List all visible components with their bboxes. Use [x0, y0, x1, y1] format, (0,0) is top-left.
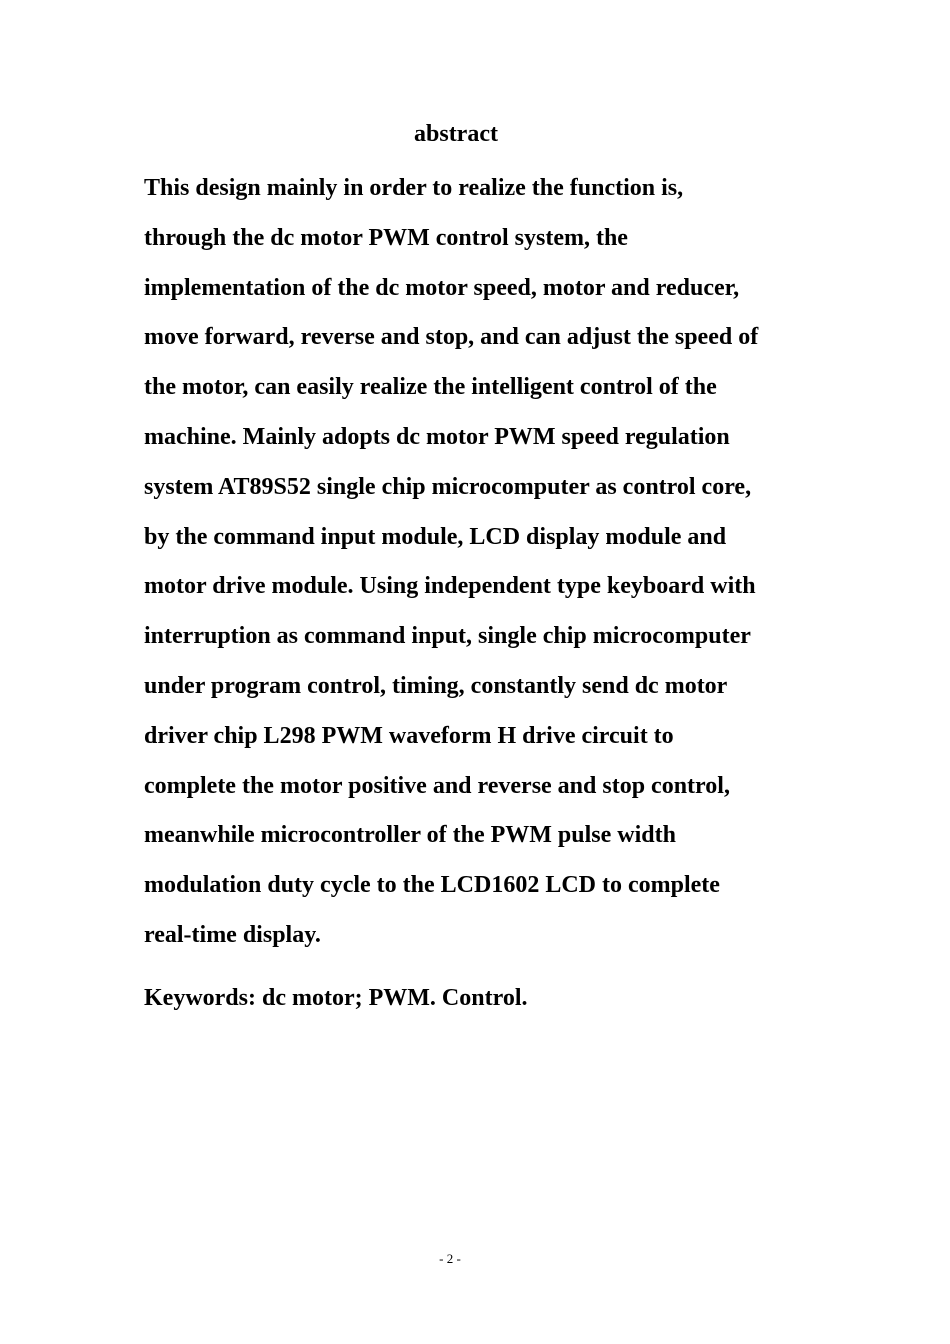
abstract-line: by the command input module, LCD display module and — [144, 523, 727, 550]
abstract-line: machine. Mainly adopts dc motor PWM speed regulation — [144, 423, 730, 450]
abstract-line: implementation of the dc motor speed, motor and reducer, — [144, 274, 740, 301]
abstract-line: the motor, can easily realize the intelligent control of the — [144, 374, 717, 401]
abstract-line: move forward, reverse and stop, and can adjust the speed of — [144, 324, 759, 351]
page-number: - 2 - — [439, 1251, 461, 1266]
abstract-line: This design mainly in order to realize the function is, — [144, 175, 684, 201]
abstract-line: complete the motor positive and reverse and stop control, — [144, 772, 730, 799]
abstract-line: modulation duty cycle to the LCD1602 LCD to complete — [144, 872, 720, 899]
abstract-line: meanwhile microcontroller of the PWM pulse width — [144, 822, 676, 849]
abstract-line: through the dc motor PWM control system, the — [144, 224, 628, 251]
abstract-line: real-time display. — [144, 921, 321, 948]
abstract-line: under program control, timing, constantly send dc motor — [144, 672, 728, 699]
abstract-line: interruption as command input, single chip microcomputer — [144, 623, 751, 650]
abstract-line: system AT89S52 single chip microcomputer as control core, — [144, 473, 752, 500]
abstract-body — [144, 168, 844, 965]
abstract-line: driver chip L298 PWM waveform H drive circuit to — [144, 722, 674, 749]
abstract-line: motor drive module. Using independent type keyboard with — [144, 573, 756, 600]
keywords-line: Keywords: dc motor; PWM. Control. — [144, 985, 528, 1011]
abstract-title: abstract — [414, 121, 498, 147]
